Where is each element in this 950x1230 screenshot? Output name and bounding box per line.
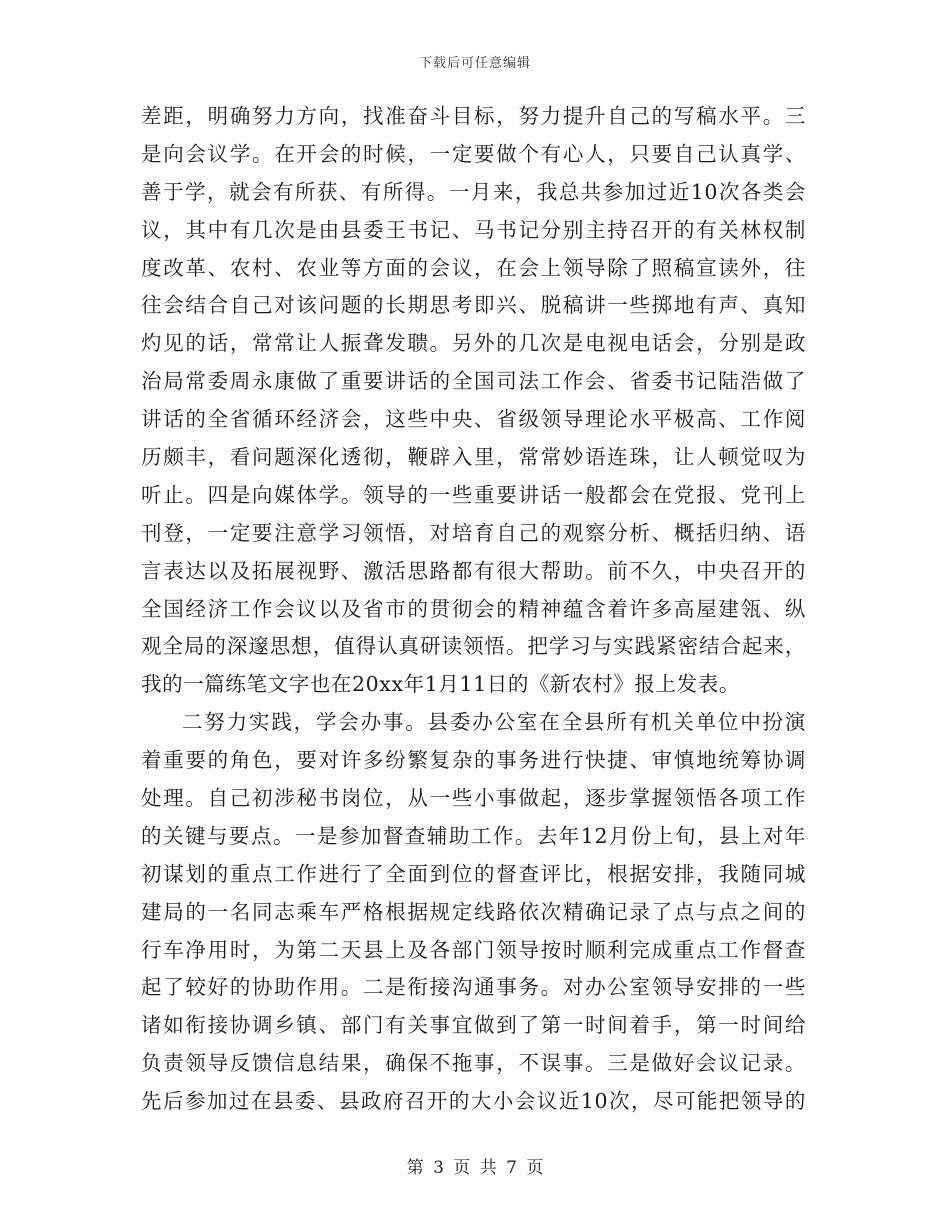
text-line: 负责领导反馈信息结果，确保不拖事，不误事。三是做好会议记录。 <box>141 1051 806 1076</box>
text-line: 讲话的全省循环经济会，这些中央、省级领导理论水平极高、工作阅 <box>141 407 806 432</box>
text-line: 善于学，就会有所获、有所得。一月来，我总共参加过近10次各类会 <box>141 179 806 204</box>
text-line: 建局的一名同志乘车严格根据规定线路依次精确记录了点与点之间的 <box>141 899 806 924</box>
text-line: 灼见的话，常常让人振聋发聩。另外的几次是电视电话会，分别是政 <box>141 331 806 356</box>
text-line: 度改革、农村、农业等方面的会议，在会上领导除了照稿宣读外，往 <box>141 255 806 280</box>
text-line: 初谋划的重点工作进行了全面到位的督查评比，根据安排，我随同城 <box>141 861 806 886</box>
text-line: 起了较好的协助作用。二是衔接沟通事务。对办公室领导安排的一些 <box>141 975 806 1000</box>
text-line: 治局常委周永康做了重要讲话的全国司法工作会、省委书记陆浩做了 <box>141 369 806 394</box>
text-line: 差距，明确努力方向，找准奋斗目标，努力提升自己的写稿水平。三 <box>141 104 806 128</box>
text-line: 的关键与要点。一是参加督查辅助工作。去年12月份上旬，县上对年 <box>141 823 806 848</box>
text-line: 言表达以及拓展视野、激活思路都有很大帮助。前不久，中央召开的 <box>141 558 806 583</box>
paragraph-start-line: 二努力实践，学会办事。县委办公室在全县所有机关单位中扮演 <box>182 710 806 735</box>
text-line: 刊登，一定要注意学习领悟，对培育自己的观察分析、概括归纳、语 <box>141 520 806 545</box>
text-line: 着重要的角色，要对许多纷繁复杂的事务进行快捷、审慎地统筹协调 <box>141 748 806 773</box>
text-line: 是向会议学。在开会的时候，一定要做个有心人，只要自己认真学、 <box>141 141 806 166</box>
text-line: 先后参加过在县委、县政府召开的大小会议近10次，尽可能把领导的 <box>141 1089 806 1114</box>
text-line: 诸如衔接协调乡镇、部门有关事宜做到了第一时间着手，第一时间给 <box>141 1013 806 1038</box>
text-line: 历颇丰，看问题深化透彻，鞭辟入里，常常妙语连珠，让人顿觉叹为 <box>141 445 806 470</box>
page-header: 下载后可任意编辑 <box>418 56 531 71</box>
text-line: 行车净用时，为第二天县上及各部门领导按时顺利完成重点工作督查 <box>141 937 806 962</box>
text-line: 听止。四是向媒体学。领导的一些重要讲话一般都会在党报、党刊上 <box>141 482 806 507</box>
text-line: 全国经济工作会议以及省市的贯彻会的精神蕴含着许多高屋建瓴、纵 <box>141 596 806 621</box>
text-line: 议，其中有几次是由县委王书记、马书记分别主持召开的有关林权制 <box>141 217 806 242</box>
text-line: 观全局的深邃思想，值得认真研读领悟。把学习与实践紧密结合起来， <box>141 634 806 659</box>
text-line: 处理。自己初涉秘书岗位，从一些小事做起，逐步掌握领悟各项工作 <box>141 786 806 811</box>
text-line: 往会结合自己对该问题的长期思考即兴、脱稿讲一些掷地有声、真知 <box>141 293 806 318</box>
document-body <box>141 98 806 1121</box>
paragraph-end-line: 我的一篇练笔文字也在20xx年1月11日的《新农村》报上发表。 <box>141 672 740 697</box>
page-number: 第 3 页 共 7 页 <box>406 1158 544 1178</box>
